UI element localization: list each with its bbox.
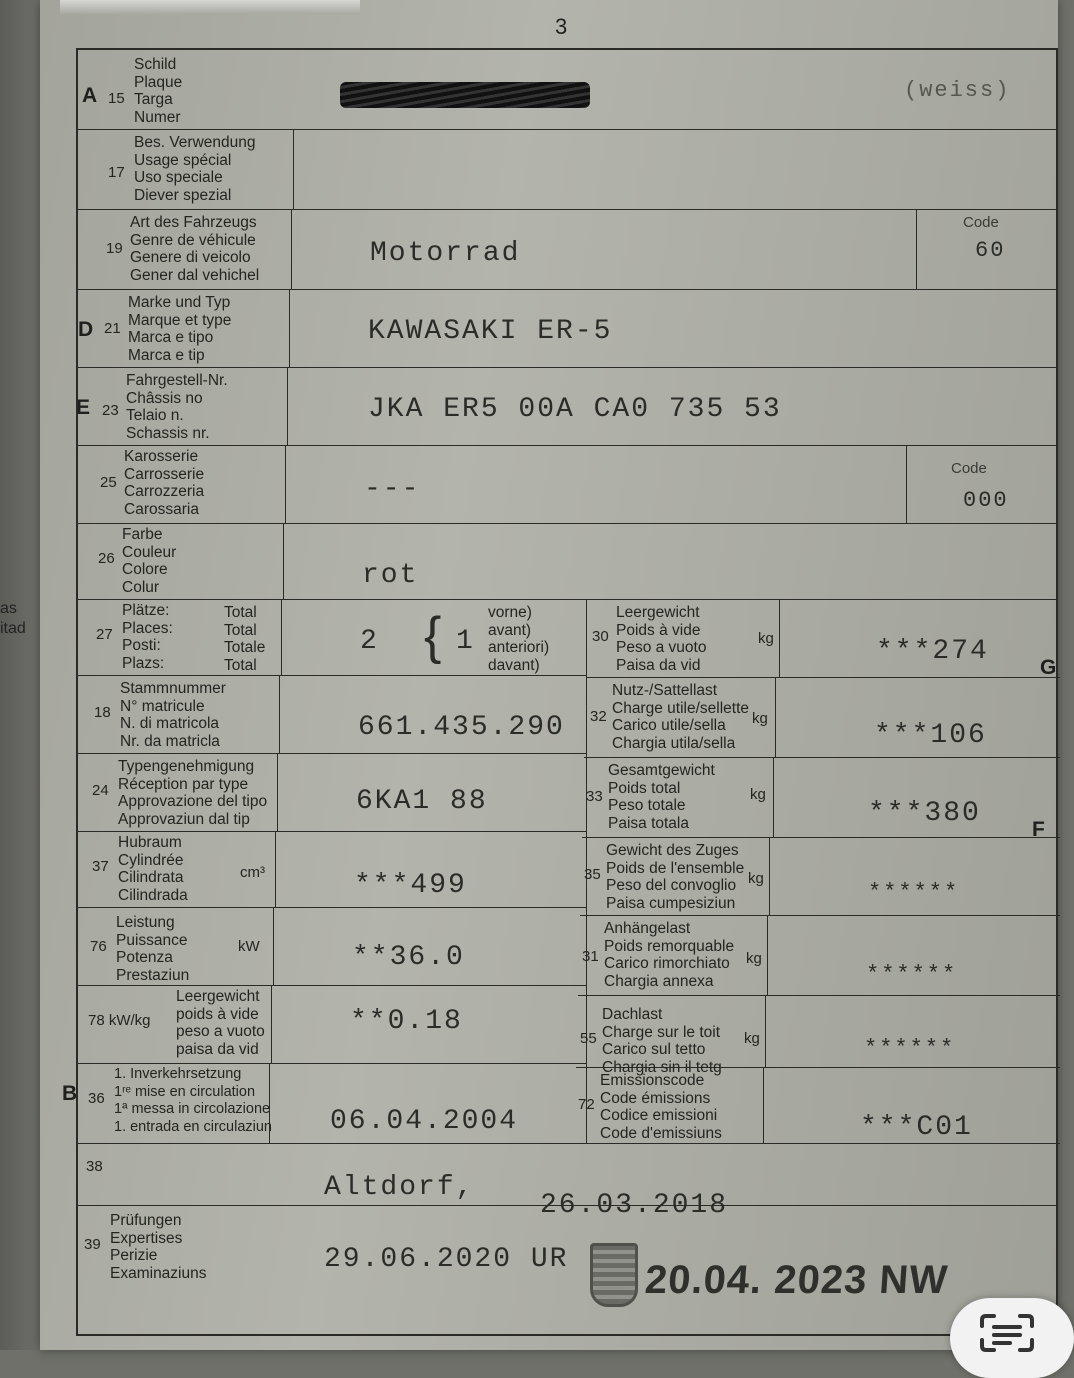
field-label: Nutz-/Sattellast Charge utile/sellette Carico utile/sella Chargia utila/sella [612,682,749,752]
payload-value: ***106 [874,720,987,751]
field-number: 78 kW/kg [88,1012,151,1029]
field-label: Marke und Typ Marque et type Marca e tipo Marca e tip [128,294,232,364]
field-label: Stammnummer N° matricule N. di matricola Nr. da matricla [120,680,226,750]
field-label: Prüfungen Expertises Perizie Examinaziuns [110,1212,207,1282]
make-type-value: KAWASAKI ER-5 [368,316,613,347]
emission-code-value: ***C01 [860,1112,973,1143]
unit-label: kg [748,870,764,887]
row-24-type-approval [78,754,586,832]
field-number: 39 [84,1236,101,1253]
front-label: vorne) avant) anteriori) davant) [488,604,550,674]
unit-label: kg [744,1030,760,1047]
registration-form [76,48,1058,1336]
field-number: 37 [92,858,109,875]
body-value: --- [364,474,421,505]
row-72-emission-code [574,1068,1060,1144]
letter-e: E [76,396,91,419]
inspection-stamp-date: 20.04. 2023 NW [643,1258,950,1302]
field-label: Leergewicht poids à vide peso a vuoto paisa da vid [176,988,265,1058]
row-35-train-weight [580,838,1060,916]
field-label: Leergewicht Poids à vide Peso a vuoto Paisa da vid [616,604,707,674]
scan-text-icon [978,1314,1036,1352]
code-label: Code [951,460,987,477]
field-number: 33 [586,788,603,805]
field-number: 15 [108,90,125,107]
field-number: 18 [94,704,111,721]
row-17-special-use [78,130,1056,210]
field-label: Emissionscode Code émissions Codice emissioni Code d'emissiuns [600,1072,722,1142]
field-number: 76 [90,938,107,955]
field-label: Gesamtgewicht Poids total Peso totale Paisa totala [608,762,715,832]
body-code: 000 [963,488,1009,513]
issue-date: 26.03.2018 [540,1190,729,1221]
field-number: 23 [102,402,119,419]
field-number: 19 [106,240,123,257]
power-value: **36.0 [352,942,465,973]
unit-label: cm³ [240,864,265,881]
row-55-roof-load [576,996,1060,1076]
field-label: Fahrgestell-Nr. Châssis no Telaio n. Schassis nr. [126,372,228,442]
row-32-payload [584,678,1060,758]
unit-label: kg [750,786,766,803]
train-weight-value: ****** [868,880,960,905]
unit-label: kg [752,710,768,727]
plate-color-note: (weiss) [904,78,1011,103]
power-weight-value: **0.18 [350,1006,463,1037]
field-label: Schild Plaque Targa Numer [134,56,183,126]
row-25-body [78,446,1056,524]
field-number: 26 [98,550,115,567]
code-box [916,210,1056,289]
code-label: Code [963,214,999,231]
field-label: Farbe Couleur Colore Colur [122,526,177,596]
field-label: Bes. Verwendung Usage spécial Uso speciale Diever spezial [134,134,256,204]
row-78-power-weight [78,986,586,1064]
row-19-vehicle-kind [78,210,1056,290]
field-number: 35 [584,866,601,883]
split-section [78,600,1060,1144]
field-number: 30 [592,628,609,645]
row-36-first-registration [78,1064,586,1144]
field-label-total: Total Total Totale Total [224,604,266,674]
letter-f: F [1032,818,1045,841]
roof-load-value: ****** [864,1036,956,1061]
adjacent-page-text-2: itad [0,620,26,637]
unit-label: kW [238,938,260,955]
seats-front-value: 1 [456,626,475,657]
field-label: Karosserie Carrosserie Carrozzeria Carossaria [124,448,205,518]
field-number: 55 [580,1030,597,1047]
row-76-power [78,908,586,986]
field-number: 24 [92,782,109,799]
displacement-value: ***499 [354,870,467,901]
first-registration-value: 06.04.2004 [330,1106,519,1137]
master-number-value: 661.435.290 [358,712,565,743]
unit-label: kg [746,950,762,967]
row-26-color [78,524,1056,600]
row-38-place-date [78,1144,1056,1221]
letter-g: G [1040,656,1057,679]
field-label: Dachlast Charge sur le toit Carico sul tetto Chargia sin il tetg [602,1006,722,1076]
letter-a: A [82,84,98,107]
issue-place: Altdorf, [324,1172,475,1203]
trailer-load-value: ****** [866,962,958,987]
redacted-plate-number [340,82,590,108]
letter-d: D [78,318,94,341]
field-label: Art des Fahrzeugs Genre de véhicule Genere di veicolo Gener dal vehichel [130,214,260,284]
letter-b: B [62,1082,78,1105]
field-label: Leistung Puissance Potenza Prestaziun [116,914,190,984]
row-37-displacement [78,832,586,908]
field-label: Typengenehmigung Réception par type Approvazione del tipo Approvaziun dal tip [118,758,268,828]
row-21-make-type [78,290,1056,368]
empty-weight-value: ***274 [876,636,989,667]
inspection-date-1: 29.06.2020 UR [324,1244,569,1275]
field-number: 72 [578,1096,595,1113]
row-30-empty-weight [586,600,1060,678]
torn-edge [60,0,360,14]
color-value: rot [362,560,419,591]
seats-total-value: 2 [360,626,379,657]
field-number: 25 [100,474,117,491]
field-label: Hubraum Cylindrée Cilindrata Cilindrada [118,834,188,904]
chassis-number-value: JKA ER5 00A CA0 735 53 [368,394,782,425]
code-box [906,446,1056,523]
row-31-trailer-load [578,916,1060,996]
total-weight-value: ***380 [868,798,981,829]
field-label: Anhängelast Poids remorquable Carico rimorchiato Chargia annexa [604,920,735,990]
field-number: 21 [104,320,121,337]
scan-text-button[interactable] [950,1298,1074,1378]
field-label: Gewicht des Zuges Poids de l'ensemble Peso del convoglio Paisa cumpesiziun [606,842,745,912]
unit-label: kg [758,630,774,647]
field-number: 38 [86,1158,103,1175]
vehicle-kind-value: Motorrad [370,238,521,269]
adjacent-page-text-1: as [0,600,17,617]
field-number: 31 [582,948,599,965]
field-number: 17 [108,164,125,181]
page-number: 3 [555,14,568,39]
row-18-master-number [78,676,586,754]
field-number: 32 [590,708,607,725]
row-27-seats: 27 Plätze: Places: Posti: Plazs: Total Total Totale Total 2 { 1 vorne) avant) anteriori) davant) [78,600,586,676]
row-33-total-weight [582,758,1060,838]
field-label: 1. Inverkehrsetzung 1ʳᵉ mise en circulation 1ª messa in circolazione 1. entrada en circulaziun [114,1066,272,1135]
vehicle-kind-code: 60 [975,238,1006,263]
field-label: Plätze: Places: Posti: Plazs: [122,602,173,672]
canton-stamp-icon [590,1243,638,1307]
field-number: 36 [88,1090,105,1107]
field-number: 27 [96,626,113,643]
type-approval-value: 6KA1 88 [356,786,488,817]
row-23-chassis [78,368,1056,446]
